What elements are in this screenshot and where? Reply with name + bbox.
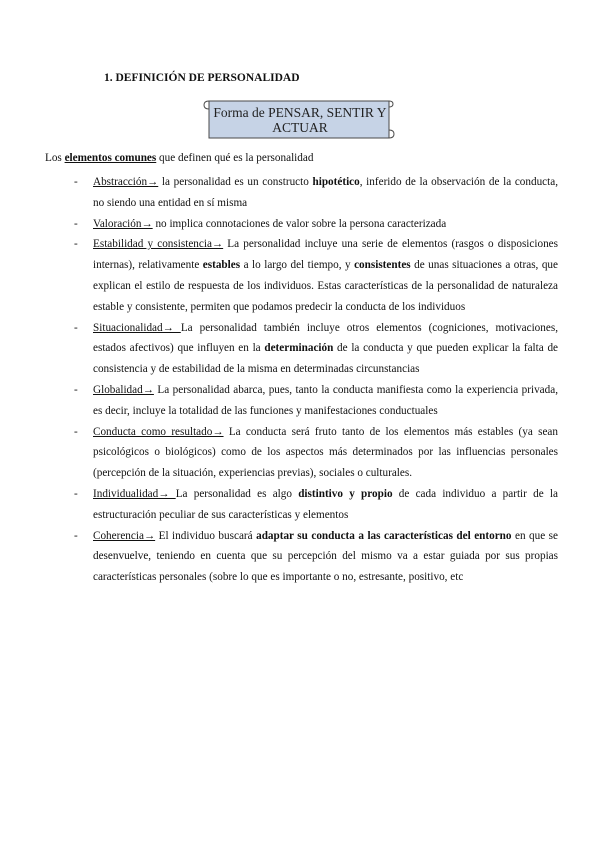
item-text: de la conducta y que pueden explicar la falta de consistencia y de estabilidad de la misma en determinadas circunstancias [93,342,559,376]
item-term: Individualidad→ [93,487,176,500]
bullet-dash: - [74,383,78,396]
bullet-dash: - [74,487,78,500]
item-emphasis: consistentes [354,259,411,272]
item-text: La personalidad abarca, pues, tanto la conducta manifiesta como la experiencia privada, es decir, incluye la totalidad de las funciones y manifestaciones conductuales [93,383,558,417]
item-term: Abstracción→ [93,176,159,188]
intro-sentence [45,152,313,164]
item-term: Coherencia→ [93,529,156,542]
intro-highlight: elementos comunes [64,152,157,164]
item-text: de unas situaciones a otras, que explican el estilo de respuesta de los individuos. Estas características de la personalidad de naturaleza estable y consistente, permiten que podamos predecir la conducta de los individuos [93,259,558,313]
elements-list [74,172,558,588]
item-text: la personalidad es un constructo [158,176,313,188]
item-text: La personalidad es algo [175,487,299,500]
bullet-dash: - [74,425,78,438]
list-item [74,380,558,422]
list-item [74,526,558,588]
item-emphasis: adaptar su conducta a las características del entorno [256,529,512,542]
bullet-dash: - [74,238,78,251]
item-text: La personalidad también incluye otros elementos (cogniciones, motivaciones, estados afectivos) que influyen en la [93,321,558,355]
scroll-line-2: ACTUAR [272,120,328,135]
bullet-dash: - [74,176,78,188]
scroll-line-1: Forma de PENSAR, SENTIR Y [213,105,387,120]
item-term: Globalidad→ [93,383,154,396]
item-emphasis: distintivo y propio [298,487,393,500]
item-text: no implica connotaciones de valor sobre la persona caracterizada [152,217,447,230]
list-item [74,422,558,484]
bullet-dash: - [74,529,78,542]
list-item [74,318,558,380]
item-text: a lo largo del tiempo, y [240,259,355,272]
scroll-callout-text [211,105,389,135]
item-text: en que se desenvuelve, teniendo en cuenta que su percepción del mismo va a estar guiada por sus propias características personales (sobre lo que es importante o no, estresante, positivo, etc [93,529,558,584]
item-term: Estabilidad y consistencia→ [93,238,224,251]
item-text: de cada individuo a partir de la estructuración peculiar de sus características y elementos [93,487,559,521]
page-title: 1. DEFINICIÓN DE PERSONALIDAD [104,72,300,84]
scroll-callout [203,98,395,142]
bullet-dash: - [74,321,78,334]
bullet-dash: - [74,217,78,230]
item-term: Valoración→ [93,217,153,230]
list-item [74,172,558,214]
intro-after: que definen qué es la personalidad [156,152,314,164]
item-emphasis: estables [202,259,241,272]
item-emphasis: hipotético [312,176,360,188]
item-text: La conducta será fruto tanto de los elementos más estables (ya sean psicológicos o biológicos) como de los aspectos más determinados por las influencias personales (percepción de la situación, experiencias previas), sociales o culturales. [93,425,558,480]
item-term: Situacionalidad→ [93,321,181,334]
list-item [74,234,558,317]
list-item [74,484,558,526]
item-text: La personalidad incluye una serie de elementos (rasgos o disposiciones internas), relativamente [93,238,558,272]
item-text: , inferido de la observación de la conducta, no siendo una entidad en sí misma [93,176,558,209]
list-item [74,214,558,235]
item-term: Conducta como resultado→ [93,425,224,438]
intro-before: Los [45,152,65,164]
item-emphasis: determinación [264,342,334,355]
item-text: El individuo buscará [155,529,257,542]
